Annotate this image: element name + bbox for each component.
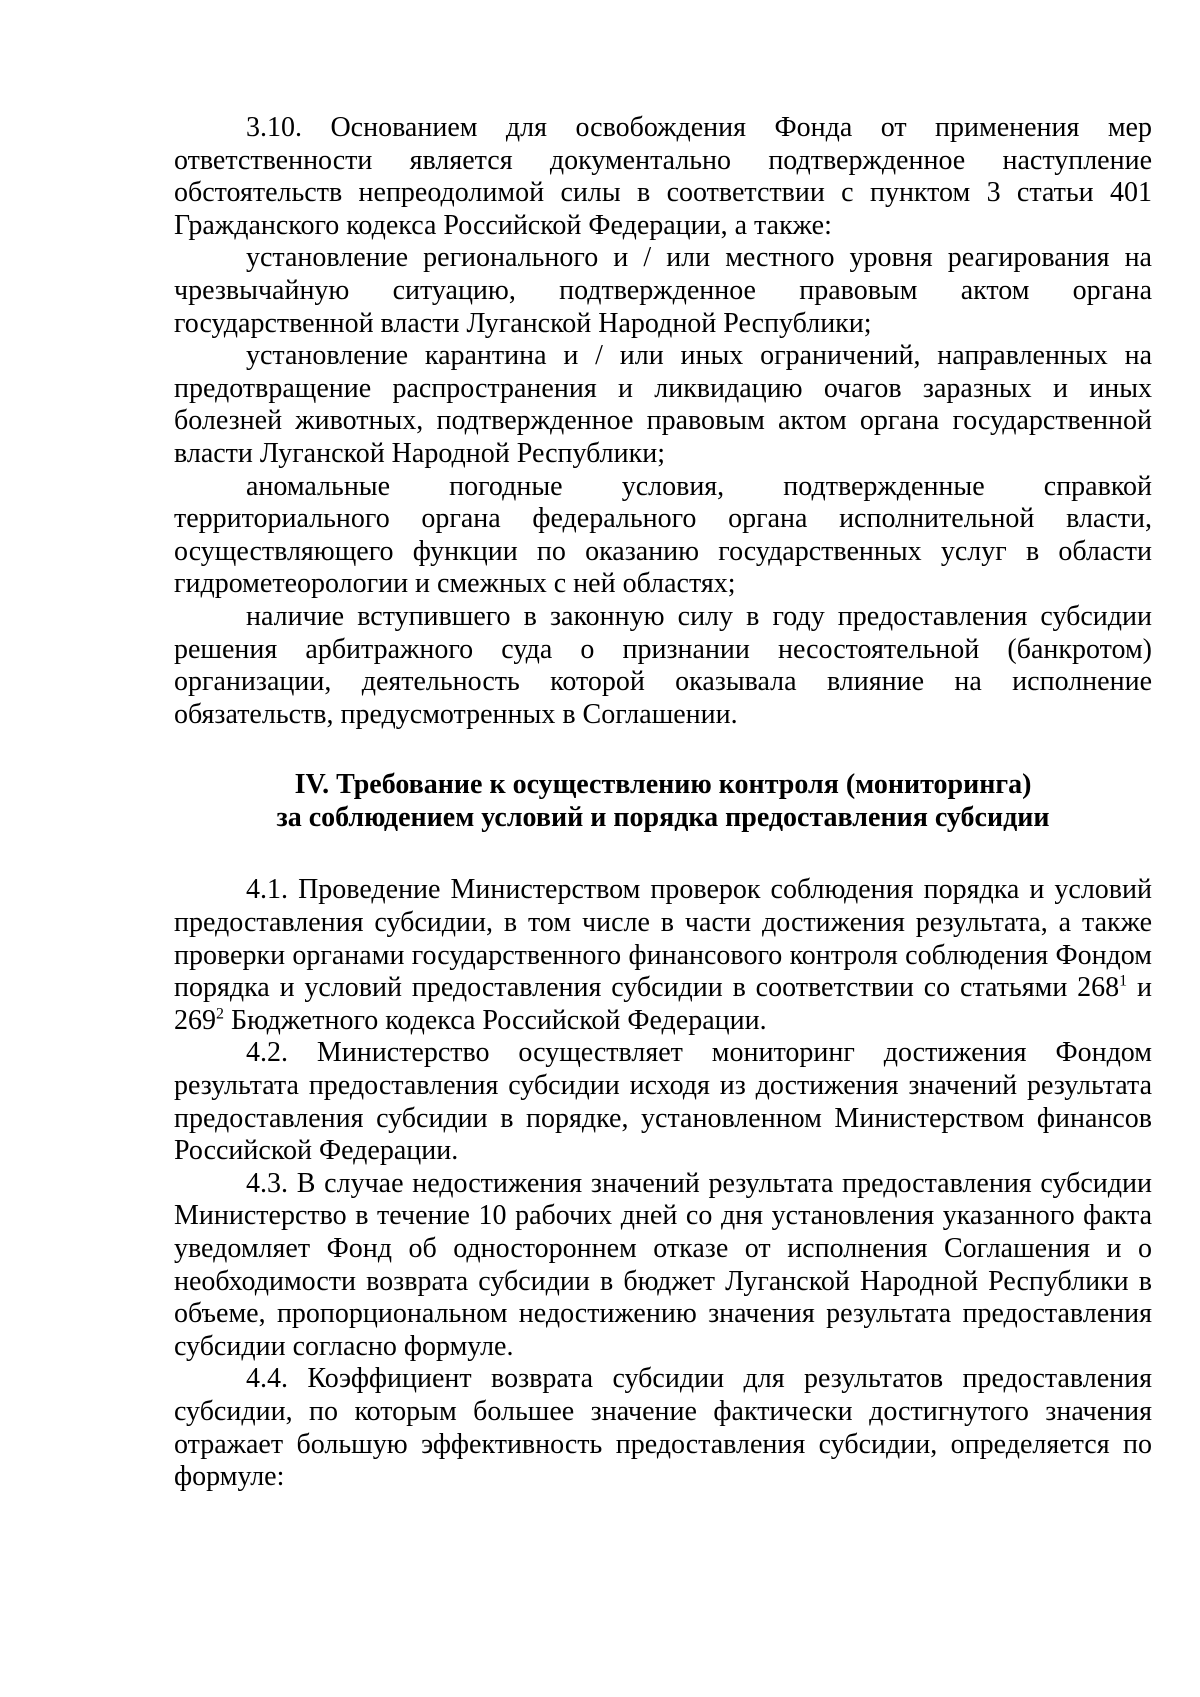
paragraph-emergency: установление регионального и / или местного уровня реагирования на чрезвычайную ситуацию, подтвержденное правовым актом органа государственной власти Луганской Народной Республики; — [174, 242, 1152, 339]
paragraph-bankruptcy: наличие вступившего в законную силу в году предоставления субсидии решения арбитражного суда о признании несостоятельной (банкротом) организации, деятельность которой оказывала влияние на исполнение обязательств, предусмотренных в Соглашении. — [174, 600, 1152, 730]
paragraph-4-1-text-a: 4.1. Проведение Министерством проверок соблюдения порядка и условий предоставления субсидии, в том числе в части достижения результата, а также проверки органами государственного финансового контроля соблюдения Фондом порядка и условий предоставления субсидии в соответствии со статьями 268 — [174, 874, 1152, 1004]
paragraph-4-1-text-b: и 269 — [174, 972, 1153, 1036]
paragraph-4-1 — [174, 874, 1152, 1037]
paragraph-quarantine: установление карантина и / или иных ограничений, направленных на предотвращение распространения и ликвидацию очагов заразных и иных болезней животных, подтвержденное правовым актом органа государственной власти Луганской Народной Республики; — [174, 340, 1152, 469]
paragraph-3-10: 3.10. Основанием для освобождения Фонда от применения мер ответственности является документально подтвержденное наступление обстоятельств непреодолимой силы в соответствии с пунктом 3 статьи 401 Гражданского кодекса Российской Федерации, а также: — [174, 112, 1152, 241]
superscript-1: 1 — [1119, 972, 1128, 990]
section-heading-line-1: IV. Требование к осуществлению контроля (мониторинга) — [294, 769, 1032, 801]
document-body — [174, 112, 1152, 1494]
paragraph-4-1-text-c: Бюджетного кодекса Российской Федерации. — [224, 1004, 767, 1036]
paragraph-4-3: 4.3. В случае недостижения значений результата предоставления субсидии Министерство в течение 10 рабочих дней со дня установления указанного факта уведомляет Фонд об одностороннем отказе от исполнения Соглашения и о необходимости возврата субсидии в бюджет Луганской Народной Республики в объеме, пропорциональном недостижению значения результата предоставления субсидии согласно формуле. — [174, 1167, 1152, 1362]
paragraph-4-4: 4.4. Коэффициент возврата субсидии для результатов предоставления субсидии, по которым большее значение фактически достигнутого значения отражает большую эффективность предоставления субсидии, определяется по формуле: — [174, 1363, 1152, 1493]
paragraph-weather: аномальные погодные условия, подтвержденные справкой территориального органа федерального органа исполнительной власти, осуществляющего функции по оказанию государственных услуг в области гидрометеорологии и смежных с ней областях; — [174, 470, 1152, 600]
superscript-2: 2 — [216, 1005, 224, 1023]
section-heading-line-2: за соблюдением условий и порядка предоставления субсидии — [276, 801, 1050, 833]
paragraph-4-2: 4.2. Министерство осуществляет мониторинг достижения Фондом результата предоставления субсидии исходя из достижения значений результата предоставления субсидии в порядке, установленном Министерством финансов Российской Федерации. — [174, 1037, 1152, 1167]
section-heading-iv — [174, 769, 1152, 834]
